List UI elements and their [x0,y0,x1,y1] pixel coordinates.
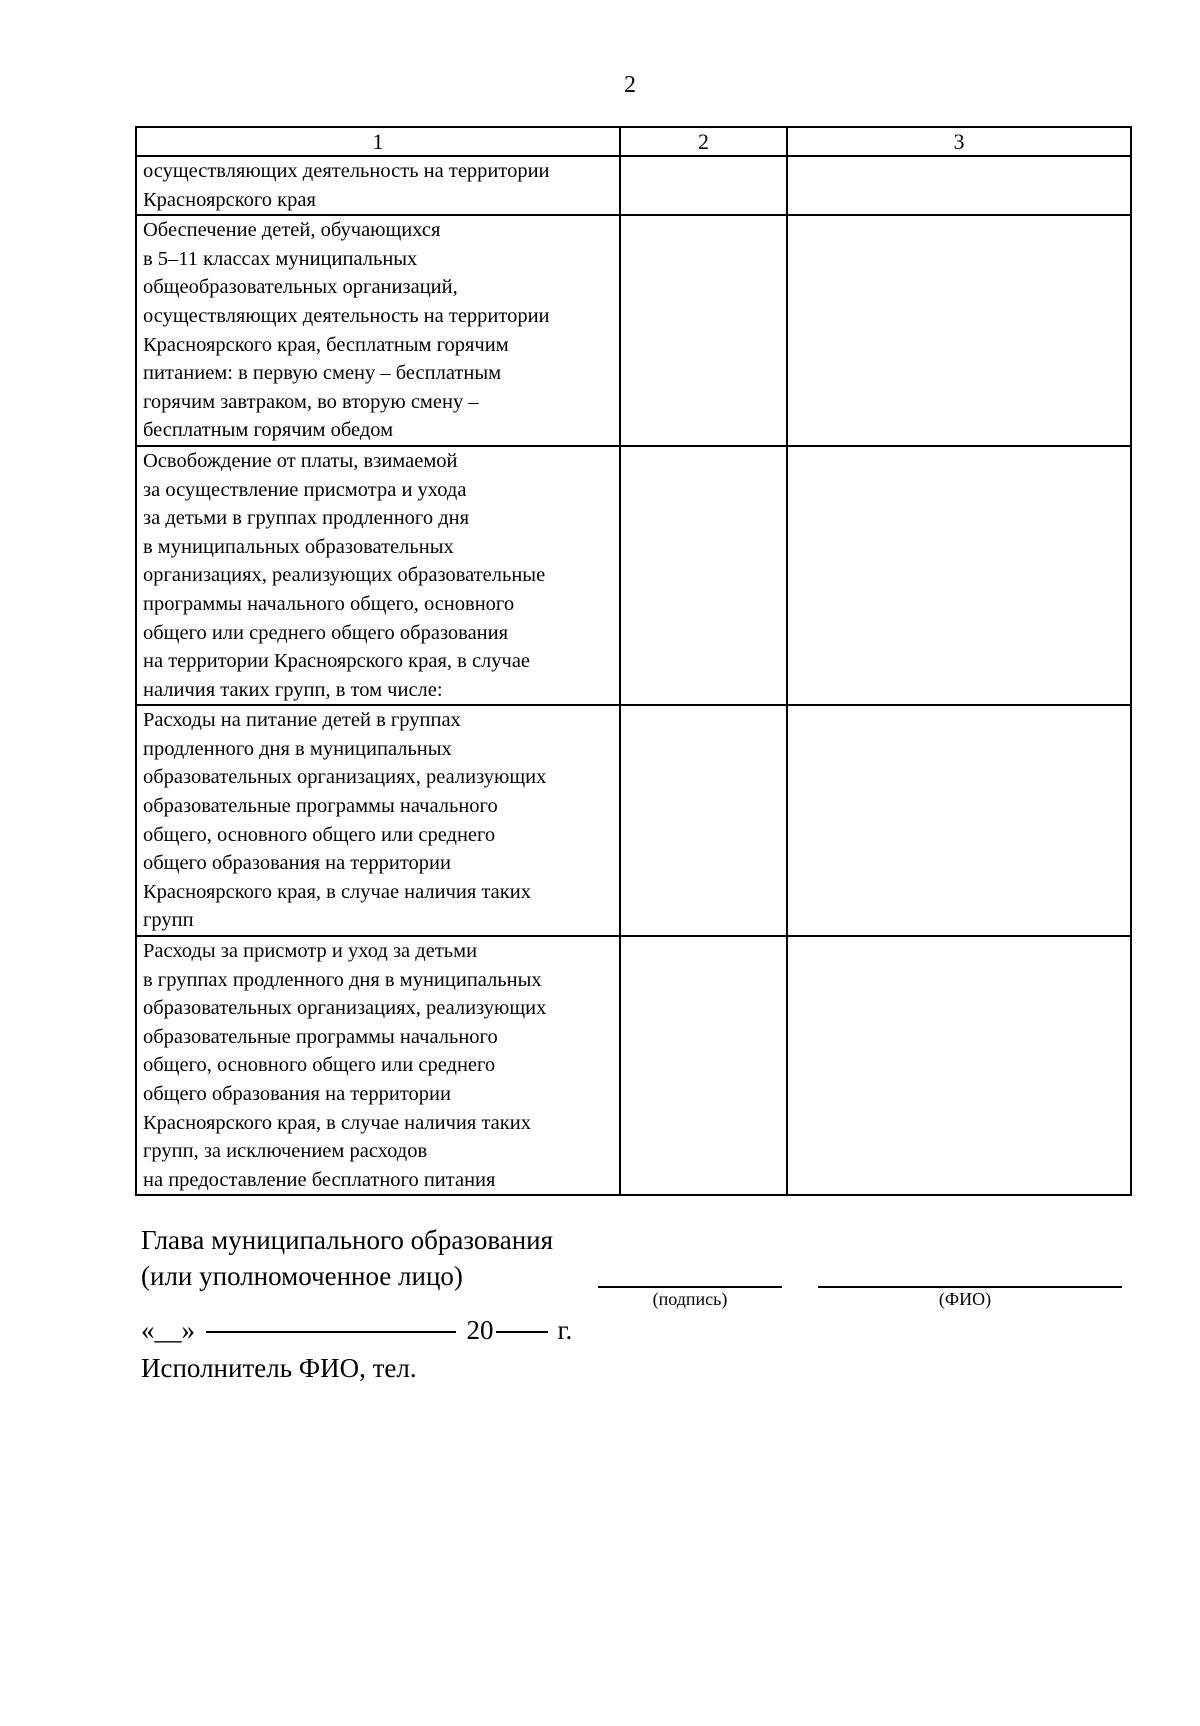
fio-caption: (ФИО) [938,1289,992,1309]
page-number: 2 [624,72,636,98]
date-year-suffix: г. [557,1315,573,1345]
executor-line: Исполнитель ФИО, тел. [141,1353,417,1383]
row-description: Обеспечение детей, обучающихся в 5–11 классах муниципальных общеобразовательных организаций, осуществляющих деятельность на территории Красноярского края, бесплатным горячим питанием: в первую смену – бесплатным горячим завтраком, во вторую смену – бесплатным горячим обедом [136,215,620,446]
row-value-col-2 [620,446,787,705]
row-value-col-3 [787,156,1131,215]
fio-line [818,1286,1122,1288]
row-description: Расходы за присмотр и уход за детьми в группах продленного дня в муниципальных образовательных организациях, реализующих образовательные программы начального общего, основного общего или среднего общего образования на территории Красноярского края, в случае наличия таких групп, за исключением расходов на предоставление бесплатного питания [136,936,620,1195]
date-line [141,1312,572,1348]
table-row [136,705,1131,936]
table-row [136,156,1131,215]
table-header-row [136,127,1131,156]
signature-caption: (подпись) [652,1289,728,1309]
date-month-line [206,1331,456,1333]
row-description: Освобождение от платы, взимаемой за осуществление присмотра и ухода за детьми в группах продленного дня в муниципальных образовательных организациях, реализующих образовательные программы начального общего, основного общего или среднего общего образования на территории Красноярского края, в случае наличия таких групп, в том числе: [136,446,620,705]
header-col-1: 1 [136,127,620,156]
table-row [136,446,1131,705]
row-value-col-3 [787,705,1131,936]
row-description: Расходы на питание детей в группах продленного дня в муниципальных образовательных организациях, реализующих образовательные программы начального общего, основного общего или среднего общего образования на территории Красноярского края, в случае наличия таких групп [136,705,620,936]
header-col-2: 2 [620,127,787,156]
row-description: осуществляющих деятельность на территории Красноярского края [136,156,620,215]
row-value-col-3 [787,446,1131,705]
report-table [135,126,1132,1196]
date-day: «__» [141,1315,195,1345]
row-value-col-2 [620,936,787,1195]
row-value-col-2 [620,215,787,446]
table-row [136,936,1131,1195]
signatory-title: Глава муниципального образования (или уполномоченное лицо) [141,1225,554,1291]
date-year-line [496,1331,548,1333]
row-value-col-2 [620,156,787,215]
signature-line [598,1286,782,1288]
row-value-col-2 [620,705,787,936]
row-value-col-3 [787,936,1131,1195]
table-row [136,215,1131,446]
row-value-col-3 [787,215,1131,446]
date-year-prefix: 20 [466,1315,494,1345]
header-col-3: 3 [787,127,1131,156]
